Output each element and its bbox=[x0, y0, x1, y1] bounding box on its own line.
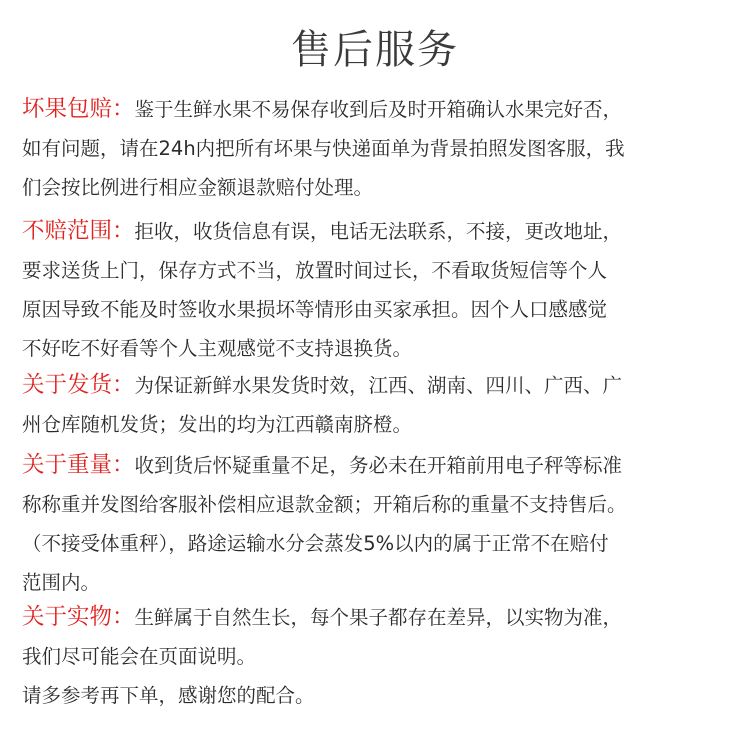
page-title: 售后服务 bbox=[291, 27, 459, 73]
section-heading: 关于实物： bbox=[22, 604, 135, 630]
section-heading: 关于重量： bbox=[22, 452, 135, 478]
section-line: 如有问题，请在24h内把所有坏果与快递面单为背景拍照发图客服，我 bbox=[22, 137, 625, 160]
section-text: 为保证新鲜水果发货时效，江西、湖南、四川、广西、广 bbox=[134, 374, 623, 397]
section-first-line bbox=[22, 366, 734, 405]
section-first-line bbox=[22, 598, 734, 637]
section-about-weight bbox=[22, 446, 734, 602]
section-line: 范围内。 bbox=[22, 571, 101, 594]
section-line: 原因导致不能及时签收水果损坏等情形由买家承担。因个人口感感觉 bbox=[22, 298, 608, 321]
section-text: 拒收，收货信息有误，电话无法联系，不接，更改地址， bbox=[134, 220, 623, 243]
section-line: 称称重并发图给客服补偿相应退款金额；开箱后称的重量不支持售后。 bbox=[22, 493, 627, 516]
section-about-shipping bbox=[22, 366, 734, 444]
section-first-line bbox=[22, 446, 734, 485]
section-non-compensation-scope bbox=[22, 212, 734, 368]
section-bad-fruit-compensation bbox=[22, 90, 734, 207]
section-heading: 不赔范围： bbox=[22, 218, 135, 244]
section-line: 请多参考再下单，感谢您的配合。 bbox=[22, 684, 315, 707]
section-text: 鉴于生鲜水果不易保存收到后及时开箱确认水果完好否， bbox=[134, 98, 623, 121]
section-first-line bbox=[22, 90, 734, 129]
section-line: 们会按比例进行相应金额退款赔付处理。 bbox=[22, 176, 374, 199]
section-line: 不好吃不好看等个人主观感觉不支持退换货。 bbox=[22, 337, 413, 360]
section-line: （不接受体重秤），路途运输水分会蒸发5%以内的属于正常不在赔付 bbox=[22, 532, 609, 555]
section-first-line bbox=[22, 212, 734, 251]
section-line: 州仓库随机发货；发出的均为江西赣南脐橙。 bbox=[22, 413, 413, 436]
section-heading: 坏果包赔： bbox=[22, 96, 135, 122]
section-heading: 关于发货： bbox=[22, 372, 135, 398]
section-line: 我们尽可能会在页面说明。 bbox=[22, 645, 257, 668]
section-line: 要求送货上门，保存方式不当，放置时间过长，不看取货短信等个人 bbox=[22, 259, 608, 282]
section-about-actual-product bbox=[22, 598, 734, 715]
section-text: 收到货后怀疑重量不足，务必未在开箱前用电子秤等标准 bbox=[134, 454, 623, 477]
section-text: 生鲜属于自然生长，每个果子都存在差异，以实物为准， bbox=[134, 606, 623, 629]
